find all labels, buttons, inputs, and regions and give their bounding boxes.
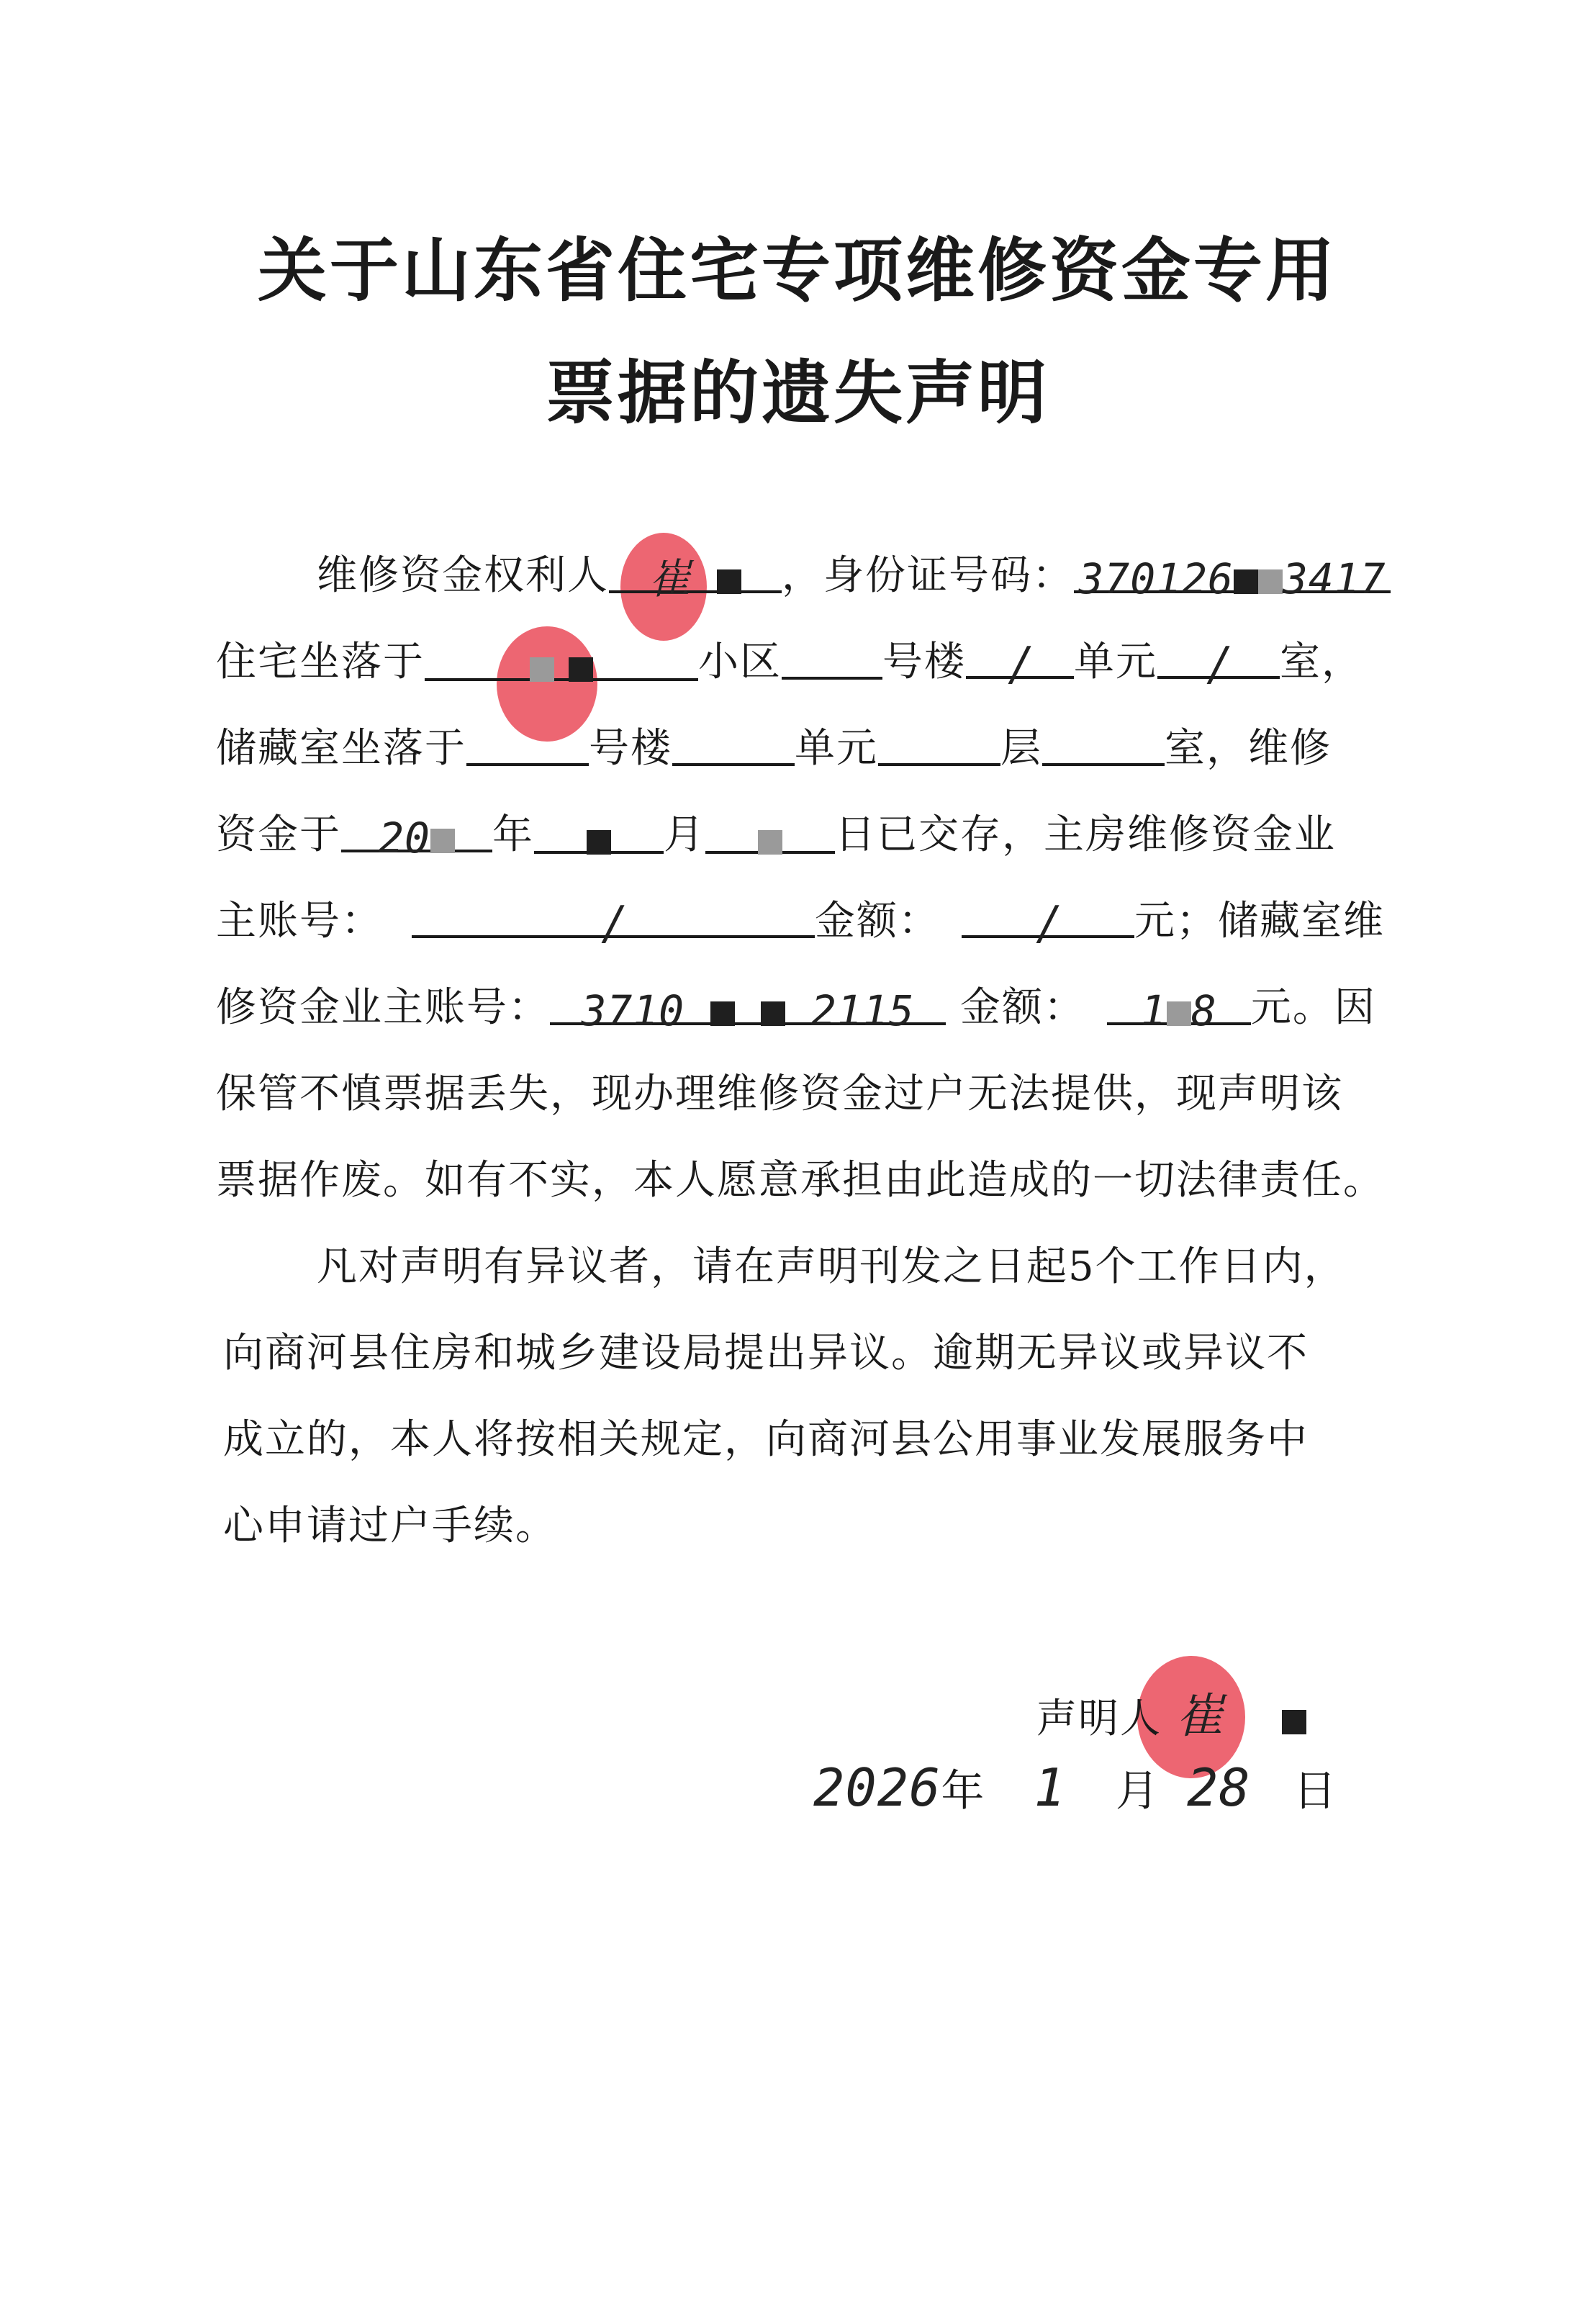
date-month: 1	[1034, 1757, 1066, 1818]
storage-floor-field	[878, 723, 1000, 766]
deposit-month-field	[534, 811, 664, 854]
paragraph-1-line-4: 资金于 20 年 月 日已交存，主房维修资金业	[216, 806, 1396, 864]
redaction-mark	[430, 829, 455, 853]
storage-building-field	[466, 723, 589, 766]
room-field: /	[1157, 636, 1280, 679]
date-year-unit: 年	[941, 1766, 985, 1816]
paragraph-1-line-7: 保管不慎票据丢失，现办理维修资金过户无法提供，现声明该	[216, 1071, 1343, 1117]
redaction-mark	[569, 657, 593, 682]
signature-line	[1036, 1677, 1306, 1746]
redaction-mark	[761, 1001, 785, 1026]
redaction-mark	[1234, 569, 1258, 594]
redaction-mark	[1258, 569, 1283, 594]
signature-name: 崔	[1175, 1688, 1224, 1744]
main-account-field: /	[412, 895, 815, 938]
date-year: 2026	[813, 1757, 941, 1818]
paragraph-2-line-2: 向商河县住房和城乡建设局提出异议。逾期无异议或异议不	[223, 1330, 1309, 1377]
redaction-mark	[710, 1001, 735, 1026]
redaction-mark	[717, 569, 741, 594]
main-amount-field: /	[962, 895, 1134, 938]
residence-location-field	[425, 638, 698, 681]
deposit-day-field	[705, 811, 835, 854]
paragraph-1-line-3: 储藏室坐落于 号楼 单元 层 室，维修	[216, 720, 1396, 778]
declaration-date	[813, 1757, 1337, 1819]
paragraph-2-line-3: 成立的，本人将按相关规定，向商河县公用事业发展服务中	[223, 1416, 1309, 1463]
document-title-line-2: 票据的遗失声明	[546, 353, 1049, 433]
storage-room-field	[1042, 723, 1165, 766]
date-month-unit: 月	[1115, 1766, 1159, 1816]
paragraph-1-line-8: 票据作废。如有不实，本人愿意承担由此造成的一切法律责任。	[216, 1157, 1385, 1204]
deposit-year-field: 20	[341, 809, 492, 852]
storage-account-field: 3710 2115	[550, 982, 946, 1025]
paragraph-1-line-1: 维修资金权利人 崔 ，身份证号码： 370126 3417	[317, 547, 1497, 605]
storage-amount-field: 1 8	[1107, 982, 1251, 1025]
document-title-line-1: 关于山东省住宅专项维修资金专用	[258, 230, 1337, 311]
redaction-mark	[587, 830, 611, 855]
date-day: 28	[1186, 1757, 1251, 1818]
storage-unit-field	[672, 723, 795, 766]
paragraph-2-line-4: 心申请过户手续。	[223, 1503, 557, 1549]
unit-field: /	[966, 636, 1074, 679]
redaction-mark	[1167, 1001, 1191, 1026]
right-holder-name-field: 崔	[609, 550, 782, 593]
building-number-field	[782, 636, 882, 680]
paragraph-1-line-2: 住宅坐落于 小区 号楼 / 单元 / 室，	[216, 634, 1396, 691]
paragraph-2-line-1: 凡对声明有异议者，请在声明刊发之日起5个工作日内，	[317, 1243, 1346, 1290]
paragraph-1-line-5: 主账号： / 金额： / 元；储藏室维	[216, 893, 1396, 950]
redaction-mark	[758, 830, 782, 855]
id-number-field: 370126 3417	[1074, 550, 1391, 593]
redaction-mark	[1282, 1710, 1306, 1734]
date-day-unit: 日	[1293, 1766, 1337, 1816]
redaction-mark	[530, 657, 554, 682]
paragraph-1-line-6: 修资金业主账号： 3710 2115 金额： 1 8 元。因	[216, 979, 1396, 1037]
signature-label: 声明人	[1036, 1695, 1162, 1742]
